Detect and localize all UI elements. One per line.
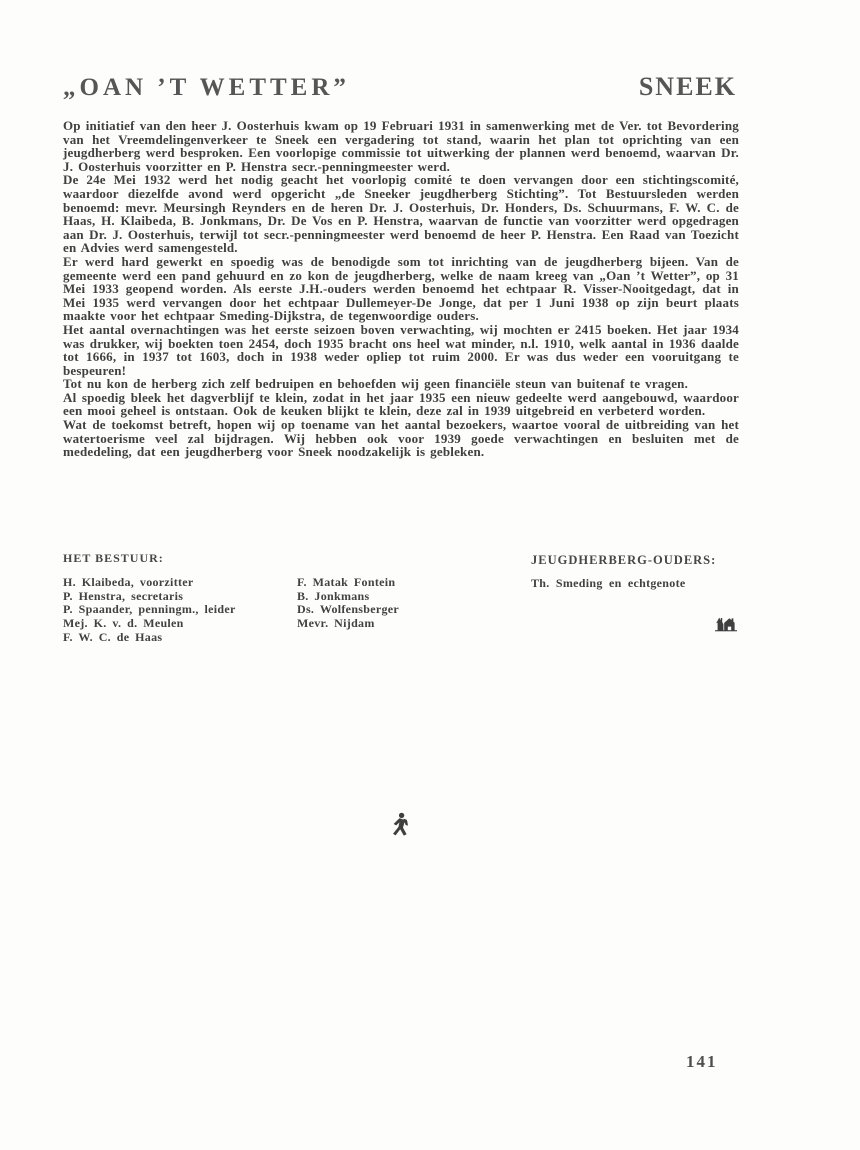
paragraph: De 24e Mei 1932 werd het nodig geacht het voorlopig comité te doen vervangen door een stichtingscomité, waardoor diezelfde avond werd opgericht „de Sneeker jeugdherberg Stichting”. Tot Bestuursleden werden benoemd: mevr. Meursingh Reynders en de heren Dr. J. Oosterhuis, Dr. Honders, Ds. Schuurmans, F. W. C. de Haas, H. Klaibeda, B. Jonkmans, Dr. De Vos en P. Henstra, waarvan de functie van voorzitter werd opgedragen aan Dr. J. Oosterhuis, terwijl tot secr.-penningmeester werd benoemd de heer P. Henstra. Een Raad van Toezicht en Advies werd samengesteld. (63, 172, 739, 256)
bestuur-heading: HET BESTUUR: (63, 551, 164, 565)
paragraph: Al spoedig bleek het dagverblijf te klein, zodat in het jaar 1935 een nieuw gedeelte werd aangebouwd, waardoor een mooi geheel is ontstaan. Ook de keuken blijkt te klein, deze zal in 1939 uitgebreid en verbeterd worden. (63, 389, 739, 419)
bestuur-members-column-2 (297, 576, 399, 631)
bestuur-member: B. Jonkmans (297, 588, 370, 603)
paragraph: Wat de toekomst betreft, hopen wij op toename van het aantal bezoekers, waartoe vooral de uitbreiding van het watertoerisme veel zal bijdragen. Wij hebben ook voor 1939 goede verwachtingen en besluiten met de mededeling, dat een jeugdherberg voor Sneek noodzakelijk is gebleken. (63, 417, 739, 460)
page-number: 141 (686, 1052, 718, 1071)
bestuur-members-column-1 (63, 576, 236, 645)
paragraph: Op initiatief van den heer J. Oosterhuis kwam op 19 Februari 1931 in samenwerking met de Ver. tot Bevordering van het Vreemdelingenverkeer te Sneek een vergadering tot stand, waarin het plan tot oprichting van een jeugdherberg werd besproken. Een voorlopige commissie tot uitwerking der plannen werd benoemd, waarvan Dr. J. Oosterhuis voorzitter en P. Henstra secr.-penningmeester werd. (63, 118, 739, 174)
article-title: „OAN ’T WETTER” (63, 74, 350, 101)
article-body (63, 119, 739, 459)
paragraph: Tot nu kon de herberg zich zelf bedruipen en behoefden wij geen financiële steun van buitenaf te vragen. (63, 376, 689, 392)
bestuur-member: H. Klaibeda, voorzitter (63, 575, 194, 589)
house-icon (713, 613, 739, 633)
bestuur-member: Mevr. Nijdam (297, 616, 375, 631)
ouders-name: Th. Smeding en echtgenote (531, 576, 686, 590)
masthead (63, 72, 737, 102)
bestuur-member: Mej. K. v. d. Meulen (63, 616, 184, 631)
hiking-runner-icon (388, 811, 413, 842)
bestuur-member: F. Matak Fontein (297, 575, 396, 589)
bestuur-member: P. Henstra, secretaris (63, 588, 184, 603)
bestuur-member: F. W. C. de Haas (63, 629, 163, 644)
place-name: SNEEK (638, 72, 737, 101)
bestuur-member: P. Spaander, penningm., leider (63, 602, 236, 617)
bestuur-member: Ds. Wolfensberger (297, 602, 400, 617)
paragraph: Het aantal overnachtingen was het eerste seizoen boven verwachting, wij mochten er 2415 boeken. Het jaar 1934 was drukker, wij boekten toen 2454, doch 1935 bracht ons heel wat minder, n.l. 1910, welk aantal in 1936 daalde tot 1666, in 1937 tot 1603, doch in 1938 weder opliep tot ruim 2000. Er was dus weder een vooruitgang te bespeuren! (63, 321, 739, 378)
paragraph: Er werd hard gewerkt en spoedig was de benodigde som tot inrichting van de jeugdherberg bijeen. Van de gemeente werd een pand gehuurd en zo kon de jeugdherberg, welke de naam kreeg van „Oan ’t Wetter”, op 31 Mei 1933 geopend worden. Als eerste J.H.-ouders werden benoemd het echtpaar R. Visser-Nooitgedagt, dat in Mei 1935 werd vervangen door het echtpaar Dullemeyer-De Jonge, dat per 1 Juni 1938 op zijn beurt plaats maakte voor het echtpaar Smeding-Dijkstra, de tegenwoordige ouders. (63, 253, 739, 324)
ouders-heading: JEUGDHERBERG-OUDERS: (531, 553, 717, 567)
